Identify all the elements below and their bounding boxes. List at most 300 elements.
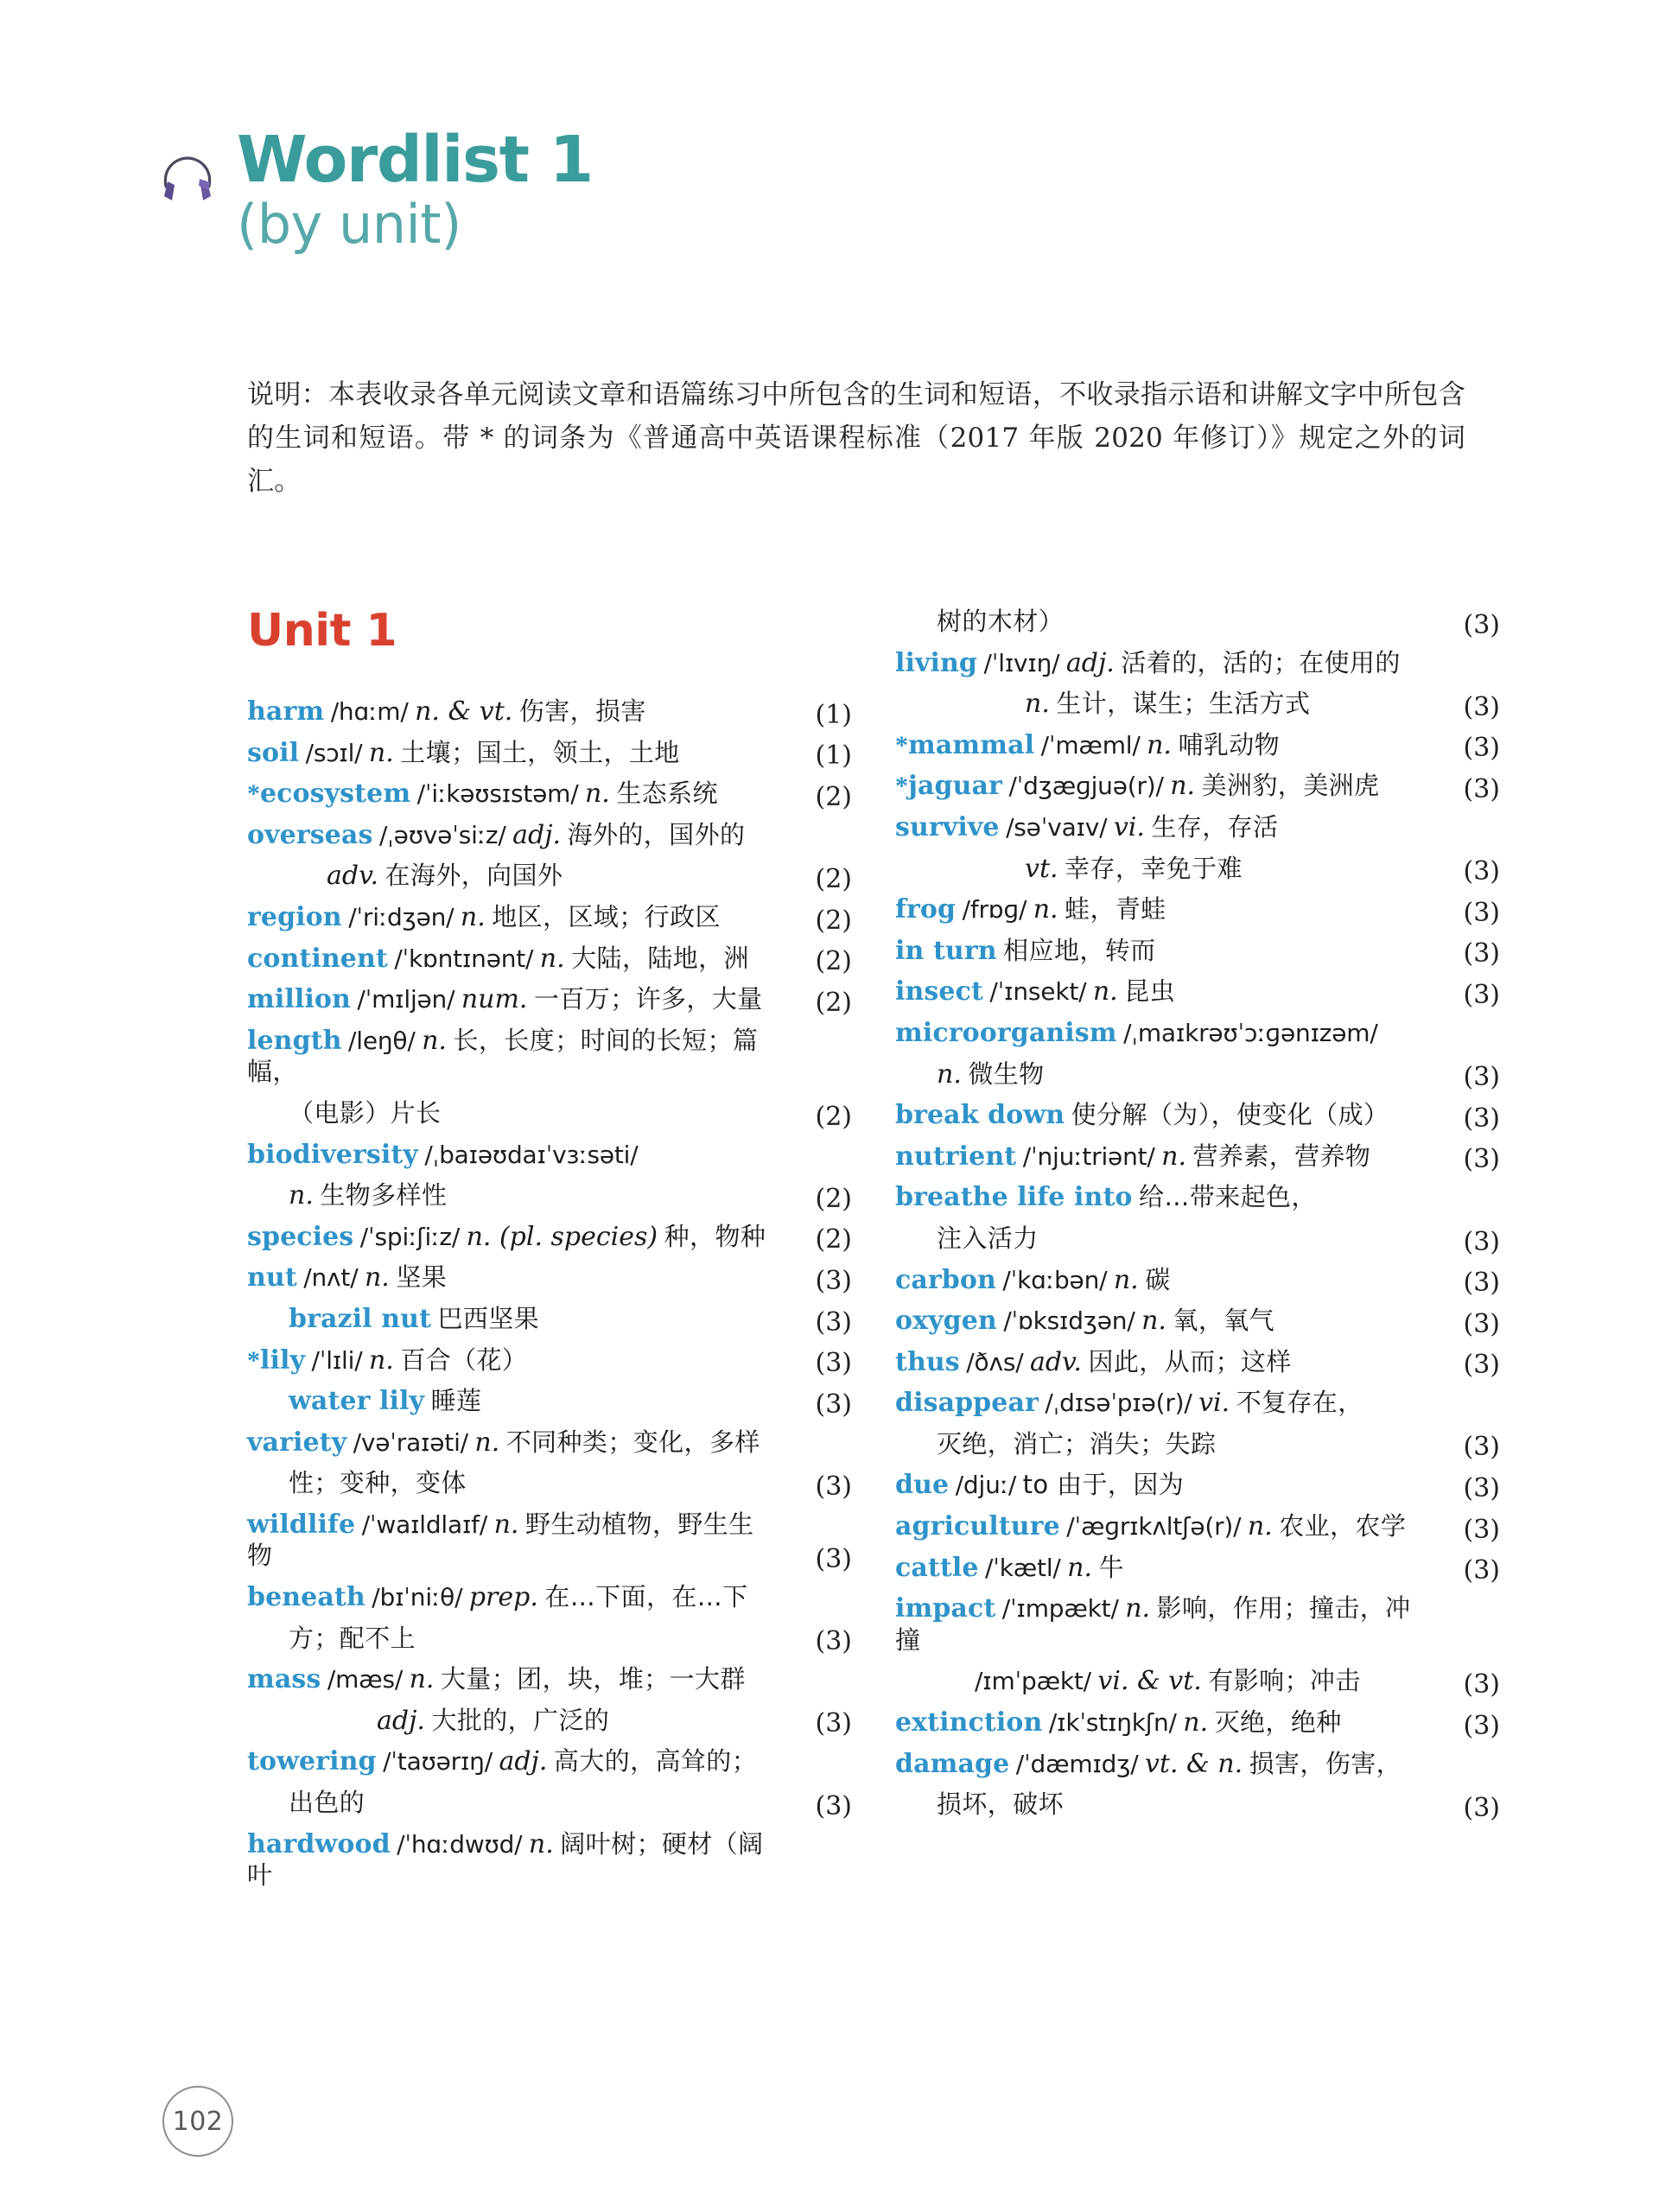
entry-body	[895, 689, 1426, 730]
entry-body	[895, 1553, 1426, 1594]
entry-page-ref: (3)	[1463, 773, 1500, 804]
wordlist-entry	[895, 854, 1500, 895]
entry-page-ref: (3)	[1463, 1514, 1500, 1545]
entry-page-ref: (3)	[1463, 1144, 1500, 1175]
entry-headword: hardwood	[247, 1828, 391, 1859]
entry-body	[247, 1180, 778, 1222]
wordlist-entry	[895, 894, 1500, 936]
entry-part-of-speech: vt.	[1025, 853, 1058, 884]
entry-headword: agriculture	[895, 1511, 1060, 1542]
entry-definition: 不复存在，	[1236, 1388, 1363, 1418]
entry-part-of-speech: n.	[368, 737, 394, 768]
entry-body	[895, 648, 1426, 690]
entry-part-of-speech: adj.	[1065, 647, 1115, 678]
entry-page-ref: (3)	[1463, 1710, 1500, 1741]
entry-part-of-speech: n.	[539, 943, 565, 974]
entry-part-of-speech: n.	[1025, 689, 1050, 720]
entry-definition: 伤害，损害	[518, 696, 646, 726]
entry-body	[247, 696, 778, 738]
entry-body	[247, 1624, 778, 1665]
entry-body	[895, 1018, 1426, 1059]
entry-body	[247, 1026, 778, 1098]
entry-headword: extinction	[895, 1707, 1043, 1738]
entry-pronunciation: /ˈwaɪldlaɪf/	[361, 1510, 488, 1539]
unit-heading: Unit 1	[247, 605, 397, 657]
wordlist-entry	[247, 1345, 852, 1387]
entry-definition: 大量；团，块，堆；一大群	[440, 1664, 746, 1694]
entry-pronunciation: /ˈlɪvɪŋ/	[983, 648, 1060, 677]
entry-part-of-speech: n.	[1161, 1141, 1186, 1172]
wordlist-entry	[247, 1304, 852, 1345]
entry-definition: 土壤；国土，领土，土地	[400, 737, 680, 767]
entry-body	[247, 1706, 778, 1747]
entry-headword: biodiversity	[247, 1139, 418, 1170]
entry-part-of-speech: n.	[364, 1262, 390, 1294]
wordlist-entry	[247, 984, 852, 1026]
entry-body	[895, 1511, 1426, 1553]
wordlist-entry	[247, 1427, 852, 1469]
entry-part-of-speech: num.	[461, 984, 528, 1015]
entry-page-ref	[778, 1696, 852, 1706]
entry-page-ref: (3)	[1463, 856, 1500, 887]
entry-pronunciation: /djuː/	[955, 1471, 1017, 1500]
entry-page-ref	[1426, 1420, 1500, 1429]
entry-part-of-speech: n.	[474, 1427, 500, 1458]
wordlist-entry	[895, 1059, 1500, 1101]
entry-body	[247, 1098, 778, 1140]
entry-body	[247, 1262, 778, 1304]
entry-headword: species	[247, 1221, 354, 1252]
entry-body	[895, 1789, 1426, 1831]
entry-body	[895, 607, 1426, 648]
entry-headword: wildlife	[247, 1509, 356, 1540]
wordlist-entry	[895, 1306, 1500, 1347]
entry-page-ref: (3)	[815, 1626, 852, 1657]
entry-definition: 损害，伤害，	[1249, 1748, 1402, 1778]
entry-page-ref: (3)	[815, 1790, 852, 1821]
wordlist-entry	[247, 738, 852, 779]
entry-definition: 坚果	[396, 1262, 448, 1293]
entry-pronunciation: /ˈkætl/	[985, 1553, 1061, 1582]
entry-headword: cattle	[895, 1552, 979, 1583]
entry-definition: 美洲豹，美洲虎	[1201, 771, 1380, 801]
entry-body	[895, 771, 1426, 812]
entry-pronunciation: /leŋθ/	[348, 1026, 416, 1055]
entry-definition: 氧，氧气	[1173, 1306, 1275, 1336]
entry-page-ref: (3)	[1463, 979, 1500, 1010]
entry-pronunciation: /ˈhɑːdwʊd/	[397, 1829, 523, 1859]
entry-body	[895, 1470, 1426, 1511]
entry-headword: beneath	[247, 1582, 365, 1613]
wordlist-entry	[247, 1386, 852, 1427]
entry-part-of-speech: adv.	[1029, 1346, 1082, 1377]
entry-definition: 注入活力	[937, 1223, 1039, 1253]
entry-page-ref: (3)	[815, 1306, 852, 1338]
entry-headword: overseas	[247, 819, 373, 850]
wordlist-entry	[895, 771, 1500, 812]
entry-body	[895, 1347, 1426, 1389]
wordlist-entry	[895, 1224, 1500, 1265]
entry-pronunciation: /ˈɒksɪdʒən/	[1003, 1306, 1135, 1336]
entry-page-ref: (2)	[815, 1183, 852, 1214]
entry-part-of-speech: n.	[493, 1509, 519, 1540]
wordlist-entry	[247, 1664, 852, 1706]
entry-definition: 昆虫	[1124, 976, 1176, 1007]
entry-pronunciation: /ˌbaɪəʊdaɪˈvɜːsəti/	[424, 1140, 639, 1169]
non-syllabus-star: *	[247, 779, 260, 809]
entry-pronunciation: /ɪkˈstɪŋkʃn/	[1048, 1708, 1177, 1738]
entry-pronunciation: /hɑːm/	[330, 697, 409, 726]
entry-pronunciation: /ˈæɡrɪkʌltʃə(r)/	[1066, 1512, 1242, 1541]
entry-page-ref: (3)	[815, 1708, 852, 1739]
entry-definition: 哺乳动物	[1178, 729, 1281, 760]
entry-definition: 农业，农学	[1279, 1511, 1407, 1541]
entry-pronunciation: /ˈɪmpækt/	[1001, 1594, 1119, 1624]
entry-page-ref: (2)	[815, 987, 852, 1018]
entry-definition: 生计，谋生；生活方式	[1056, 689, 1311, 719]
entry-definition: 牛	[1098, 1552, 1124, 1582]
wordlist-entry	[247, 944, 852, 985]
non-syllabus-star: *	[895, 772, 908, 801]
entry-part-of-speech: n.	[1141, 1306, 1166, 1337]
entry-part-of-speech: adj.	[499, 1746, 548, 1777]
wordlist-entry	[895, 648, 1500, 690]
entry-page-ref: (3)	[815, 1471, 852, 1502]
entry-page-ref: (3)	[1463, 1555, 1500, 1586]
entry-page-ref	[778, 1892, 852, 1902]
entry-definition: 大批的，广泛的	[431, 1705, 610, 1735]
entry-body	[247, 1386, 778, 1427]
entry-body	[895, 1059, 1426, 1101]
entry-body	[895, 812, 1426, 854]
entry-definition: 一百万；许多，大量	[533, 984, 763, 1014]
wordlist-entry	[247, 1510, 852, 1582]
wordlist-entry	[895, 1388, 1500, 1429]
entry-part-of-speech: n.	[1183, 1707, 1209, 1738]
entry-headword: harm	[247, 696, 325, 727]
entry-definition: 碳	[1145, 1264, 1171, 1294]
wordlist-entry	[895, 936, 1500, 977]
entry-body	[247, 1788, 778, 1829]
entry-page-ref: (3)	[1463, 1226, 1500, 1257]
entry-page-ref: (3)	[1463, 691, 1500, 722]
entry-headword: oxygen	[895, 1306, 997, 1337]
wordlist-column-right	[895, 607, 1500, 1831]
entry-body	[247, 944, 778, 985]
wordlist-entry	[247, 779, 852, 820]
wordlist-entry	[895, 1429, 1500, 1471]
entry-pronunciation: /ˈtaʊərɪŋ/	[383, 1747, 493, 1777]
entry-body	[895, 1429, 1426, 1471]
entry-page-ref: (3)	[1463, 1350, 1500, 1381]
entry-page-ref: (3)	[815, 1265, 852, 1296]
entry-page-ref	[778, 1089, 852, 1098]
entry-page-ref	[1426, 1214, 1500, 1224]
page-title: Wordlist 1	[237, 123, 593, 197]
entry-page-ref: (3)	[1463, 1308, 1500, 1339]
entry-headword: in turn	[895, 935, 997, 966]
wordlist-entry	[247, 1788, 852, 1829]
entry-headword: continent	[247, 943, 388, 974]
entry-part-of-speech: n.	[937, 1058, 962, 1090]
wordlist-entry	[895, 1553, 1500, 1594]
entry-body	[247, 1468, 778, 1510]
wordlist-entry	[895, 1511, 1500, 1553]
entry-definition: 相应地，转而	[1003, 935, 1156, 965]
entry-part-of-speech: n.	[460, 901, 486, 932]
entry-page-ref: (2)	[815, 863, 852, 894]
entry-page-ref	[778, 1171, 852, 1180]
entry-body	[247, 1664, 778, 1706]
entry-headword: soil	[247, 737, 300, 768]
entry-page-ref: (2)	[815, 781, 852, 812]
entry-page-ref: (2)	[815, 1101, 852, 1132]
entry-pronunciation: /ðʌs/	[966, 1347, 1024, 1376]
wordlist-entry	[895, 1666, 1500, 1707]
entry-body	[895, 1749, 1426, 1790]
entry-part-of-speech: vi.	[1198, 1388, 1230, 1419]
entry-body	[895, 1388, 1426, 1429]
entry-pronunciation: /ˌmaɪkrəʊˈɔːɡənɪzəm/	[1123, 1018, 1378, 1047]
entry-headword: impact	[895, 1593, 996, 1624]
entry-headword: insect	[895, 976, 983, 1007]
entry-body	[895, 1306, 1426, 1347]
non-syllabus-star: *	[895, 730, 908, 760]
entry-headword: ecosystem	[260, 779, 411, 810]
entry-definition: 生态系统	[616, 779, 718, 809]
wordlist-entry	[895, 1749, 1500, 1790]
entry-definition: 性；变种，变体	[289, 1468, 467, 1498]
entry-headword: frog	[895, 894, 957, 925]
entry-body	[247, 984, 778, 1026]
entry-body	[247, 1427, 778, 1469]
entry-definition: 生存，存活	[1151, 811, 1279, 842]
entry-page-ref: (3)	[815, 1389, 852, 1420]
entry-headword: due	[895, 1470, 950, 1501]
wordlist-entry	[895, 730, 1500, 772]
entry-headword: living	[895, 647, 978, 678]
entry-part-of-speech: vt. & n.	[1144, 1748, 1243, 1779]
entry-body	[895, 1182, 1426, 1224]
entry-definition: 微生物	[968, 1058, 1045, 1089]
wordlist-entry	[895, 1347, 1500, 1389]
entry-pronunciation: /ˌəʊvəˈsiːz/	[378, 820, 506, 849]
entry-page-ref: (3)	[1463, 1792, 1500, 1823]
entry-headword: length	[247, 1025, 342, 1056]
entry-body	[895, 976, 1426, 1018]
wordlist-entry	[895, 1265, 1500, 1306]
wordlist-entry	[895, 1018, 1500, 1059]
wordlist-entry	[247, 1468, 852, 1510]
entry-definition: 长，长度；时间的长短；篇幅，	[247, 1025, 759, 1087]
wordlist-entry	[247, 1026, 852, 1098]
entry-definition: 灭绝，消亡；消失；失踪	[937, 1428, 1217, 1459]
entry-page-ref	[1426, 1050, 1500, 1059]
entry-body	[247, 902, 778, 944]
entry-headword: brazil nut	[289, 1303, 431, 1334]
entry-definition: 海外的，国外的	[567, 819, 746, 849]
entry-headword: break down	[895, 1100, 1065, 1131]
wordlist-entry	[895, 976, 1500, 1018]
entry-body	[895, 1666, 1426, 1707]
entry-pronunciation: /ˈnjuːtriənt/	[1022, 1141, 1155, 1171]
non-syllabus-star: *	[247, 1345, 260, 1375]
entry-definition: to 由于，因为	[1022, 1470, 1185, 1500]
entry-part-of-speech: adv.	[327, 861, 379, 892]
wordlist-entry	[247, 1829, 852, 1902]
entry-page-ref	[1426, 1656, 1500, 1666]
entry-pronunciation: /ˈmɪljən/	[357, 985, 455, 1014]
entry-headword: water lily	[289, 1386, 425, 1417]
entry-definition: 有影响；冲击	[1208, 1666, 1361, 1696]
entry-body	[247, 1829, 778, 1902]
entry-definition: 灭绝，绝种	[1214, 1707, 1342, 1738]
entry-part-of-speech: adj.	[377, 1705, 425, 1736]
wordlist-entry	[895, 812, 1500, 854]
entry-part-of-speech: n.	[584, 779, 610, 810]
entry-page-ref	[778, 1459, 852, 1468]
wordlist-entry	[895, 1470, 1500, 1511]
entry-definition: 百合（花）	[400, 1344, 528, 1375]
entry-page-ref	[1426, 1780, 1500, 1789]
entry-page-ref	[1426, 679, 1500, 689]
entry-headword: towering	[247, 1746, 377, 1777]
entry-definition: 高大的，高耸的；	[553, 1746, 758, 1777]
entry-part-of-speech: n.	[1067, 1552, 1093, 1583]
entry-page-ref	[778, 1614, 852, 1624]
wordlist-entry	[247, 1262, 852, 1304]
entry-definition: 大陆，陆地，洲	[571, 943, 749, 973]
entry-pronunciation: /ˈkɑːbən/	[1002, 1265, 1108, 1294]
entry-body	[247, 738, 778, 779]
page-number-badge: 102	[162, 2086, 233, 2157]
entry-definition: 出色的	[289, 1788, 365, 1818]
entry-definition: 影响，作用；撞击，冲撞	[895, 1593, 1411, 1655]
entry-page-ref	[778, 1778, 852, 1788]
wordlist-entry	[247, 902, 852, 944]
entry-pronunciation: /mæs/	[327, 1665, 404, 1694]
entry-page-ref: (1)	[815, 699, 852, 730]
entry-headword: thus	[895, 1346, 960, 1377]
entry-part-of-speech: n.	[1113, 1264, 1139, 1295]
intro-text: 说明：本表收录各单元阅读文章和语篇练习中所包含的生词和短语，不收录指示语和讲解文字中所包含的生词和短语。带 * 的词条为《普通高中英语课程标准（2017 年版 2020 年修订）》规定之外的词汇。	[247, 379, 1465, 498]
entry-part-of-speech: n. (pl. species)	[466, 1221, 658, 1252]
entry-headword: mammal	[908, 729, 1035, 760]
entry-part-of-speech: n.	[289, 1180, 314, 1211]
entry-pronunciation: /nʌt/	[303, 1263, 359, 1293]
entry-definition: 活着的，活的；在使用的	[1121, 647, 1401, 677]
entry-page-ref: (3)	[1463, 1103, 1500, 1134]
entry-body	[247, 1510, 778, 1582]
entry-page-ref	[778, 851, 852, 861]
entry-definition: 不同种类；变化，多样	[505, 1427, 760, 1457]
wordlist-entry	[895, 689, 1500, 730]
wordlist-entry	[247, 1180, 852, 1222]
entry-page-ref: (2)	[815, 905, 852, 936]
entry-body	[247, 1222, 778, 1263]
entry-headword: jaguar	[908, 771, 1002, 802]
entry-headword: region	[247, 901, 342, 932]
entry-part-of-speech: n.	[409, 1664, 435, 1695]
wordlist-entry	[247, 1746, 852, 1788]
entry-body	[247, 820, 778, 861]
entry-part-of-speech: n.	[1247, 1511, 1273, 1542]
entry-body	[895, 1100, 1426, 1141]
wordlist-entry	[247, 1098, 852, 1140]
entry-body	[895, 936, 1426, 977]
entry-headword: carbon	[895, 1264, 996, 1295]
entry-definition: 地区，区域；行政区	[492, 901, 721, 931]
entry-pronunciation: /ˈɪnsekt/	[989, 977, 1087, 1007]
wordlist-entry	[247, 861, 852, 902]
entry-definition: 在海外，向国外	[385, 861, 563, 891]
entry-pronunciation: /ˈspiːʃiːz/	[359, 1222, 461, 1251]
entry-body	[247, 779, 778, 820]
entry-part-of-speech: n.	[422, 1025, 447, 1056]
entry-part-of-speech: prep.	[468, 1582, 538, 1613]
entry-pronunciation: /ˈlɪli/	[311, 1345, 363, 1375]
entry-definition: （电影）片长	[289, 1097, 442, 1128]
entry-pronunciation: /ˈdæmɪdʒ/	[1015, 1749, 1139, 1778]
entry-part-of-speech: n.	[1147, 729, 1172, 760]
wordlist-entry	[247, 1624, 852, 1665]
entry-definition: 损坏，破坏	[937, 1789, 1065, 1820]
entry-body	[895, 854, 1426, 895]
entry-page-ref: (1)	[815, 741, 852, 772]
entry-page-ref: (3)	[1463, 897, 1500, 928]
entry-pronunciation: /səˈvaɪv/	[1006, 812, 1108, 842]
entry-body	[895, 894, 1426, 936]
entry-definition: 巴西坚果	[437, 1303, 540, 1333]
entry-part-of-speech: n.	[1125, 1593, 1151, 1624]
entry-headword: microorganism	[895, 1017, 1117, 1048]
entry-headword: damage	[895, 1748, 1010, 1779]
entry-page-ref: (3)	[1463, 1268, 1500, 1299]
entry-definition: 睡莲	[430, 1386, 482, 1416]
entry-definition: 野生动植物，野生生物	[247, 1509, 754, 1571]
wordlist-entry	[247, 820, 852, 861]
entry-pronunciation: /ˈdʒæɡjuə(r)/	[1008, 772, 1164, 801]
entry-part-of-speech: n. & vt.	[415, 696, 513, 727]
wordlist-entry	[247, 1706, 852, 1747]
entry-page-ref: (3)	[1463, 1432, 1500, 1463]
wordlist-entry	[247, 1140, 852, 1181]
entry-definition: 方；配不上	[289, 1623, 416, 1653]
entry-headword: mass	[247, 1664, 321, 1695]
entry-headword: variety	[247, 1427, 347, 1458]
wordlist-entry	[247, 1582, 852, 1624]
entry-part-of-speech: n.	[1092, 976, 1118, 1007]
entry-definition: 生物多样性	[320, 1180, 448, 1211]
entry-definition: 在…下面，在…下	[544, 1582, 748, 1612]
entry-part-of-speech: n.	[528, 1828, 554, 1859]
entry-body	[247, 1746, 778, 1788]
entry-page-ref: (2)	[815, 946, 852, 977]
entry-page-ref: (3)	[1463, 609, 1500, 640]
entry-definition: 营养素，营养物	[1192, 1141, 1371, 1171]
entry-part-of-speech: n.	[368, 1344, 394, 1376]
entry-headword: disappear	[895, 1388, 1039, 1419]
entry-headword: nutrient	[895, 1141, 1017, 1172]
entry-page-ref: (3)	[1463, 1062, 1500, 1093]
entry-page-ref: (3)	[1463, 1669, 1500, 1700]
wordlist-entry	[895, 1182, 1500, 1224]
entry-pronunciation: /ˈkɒntɪnənt/	[394, 944, 534, 973]
entry-pronunciation: /ˌdɪsəˈpɪə(r)/	[1045, 1389, 1192, 1418]
wordlist-entry	[895, 1707, 1500, 1749]
entry-page-ref: (3)	[1463, 733, 1500, 764]
entry-definition: 给…带来起色，	[1139, 1182, 1317, 1212]
